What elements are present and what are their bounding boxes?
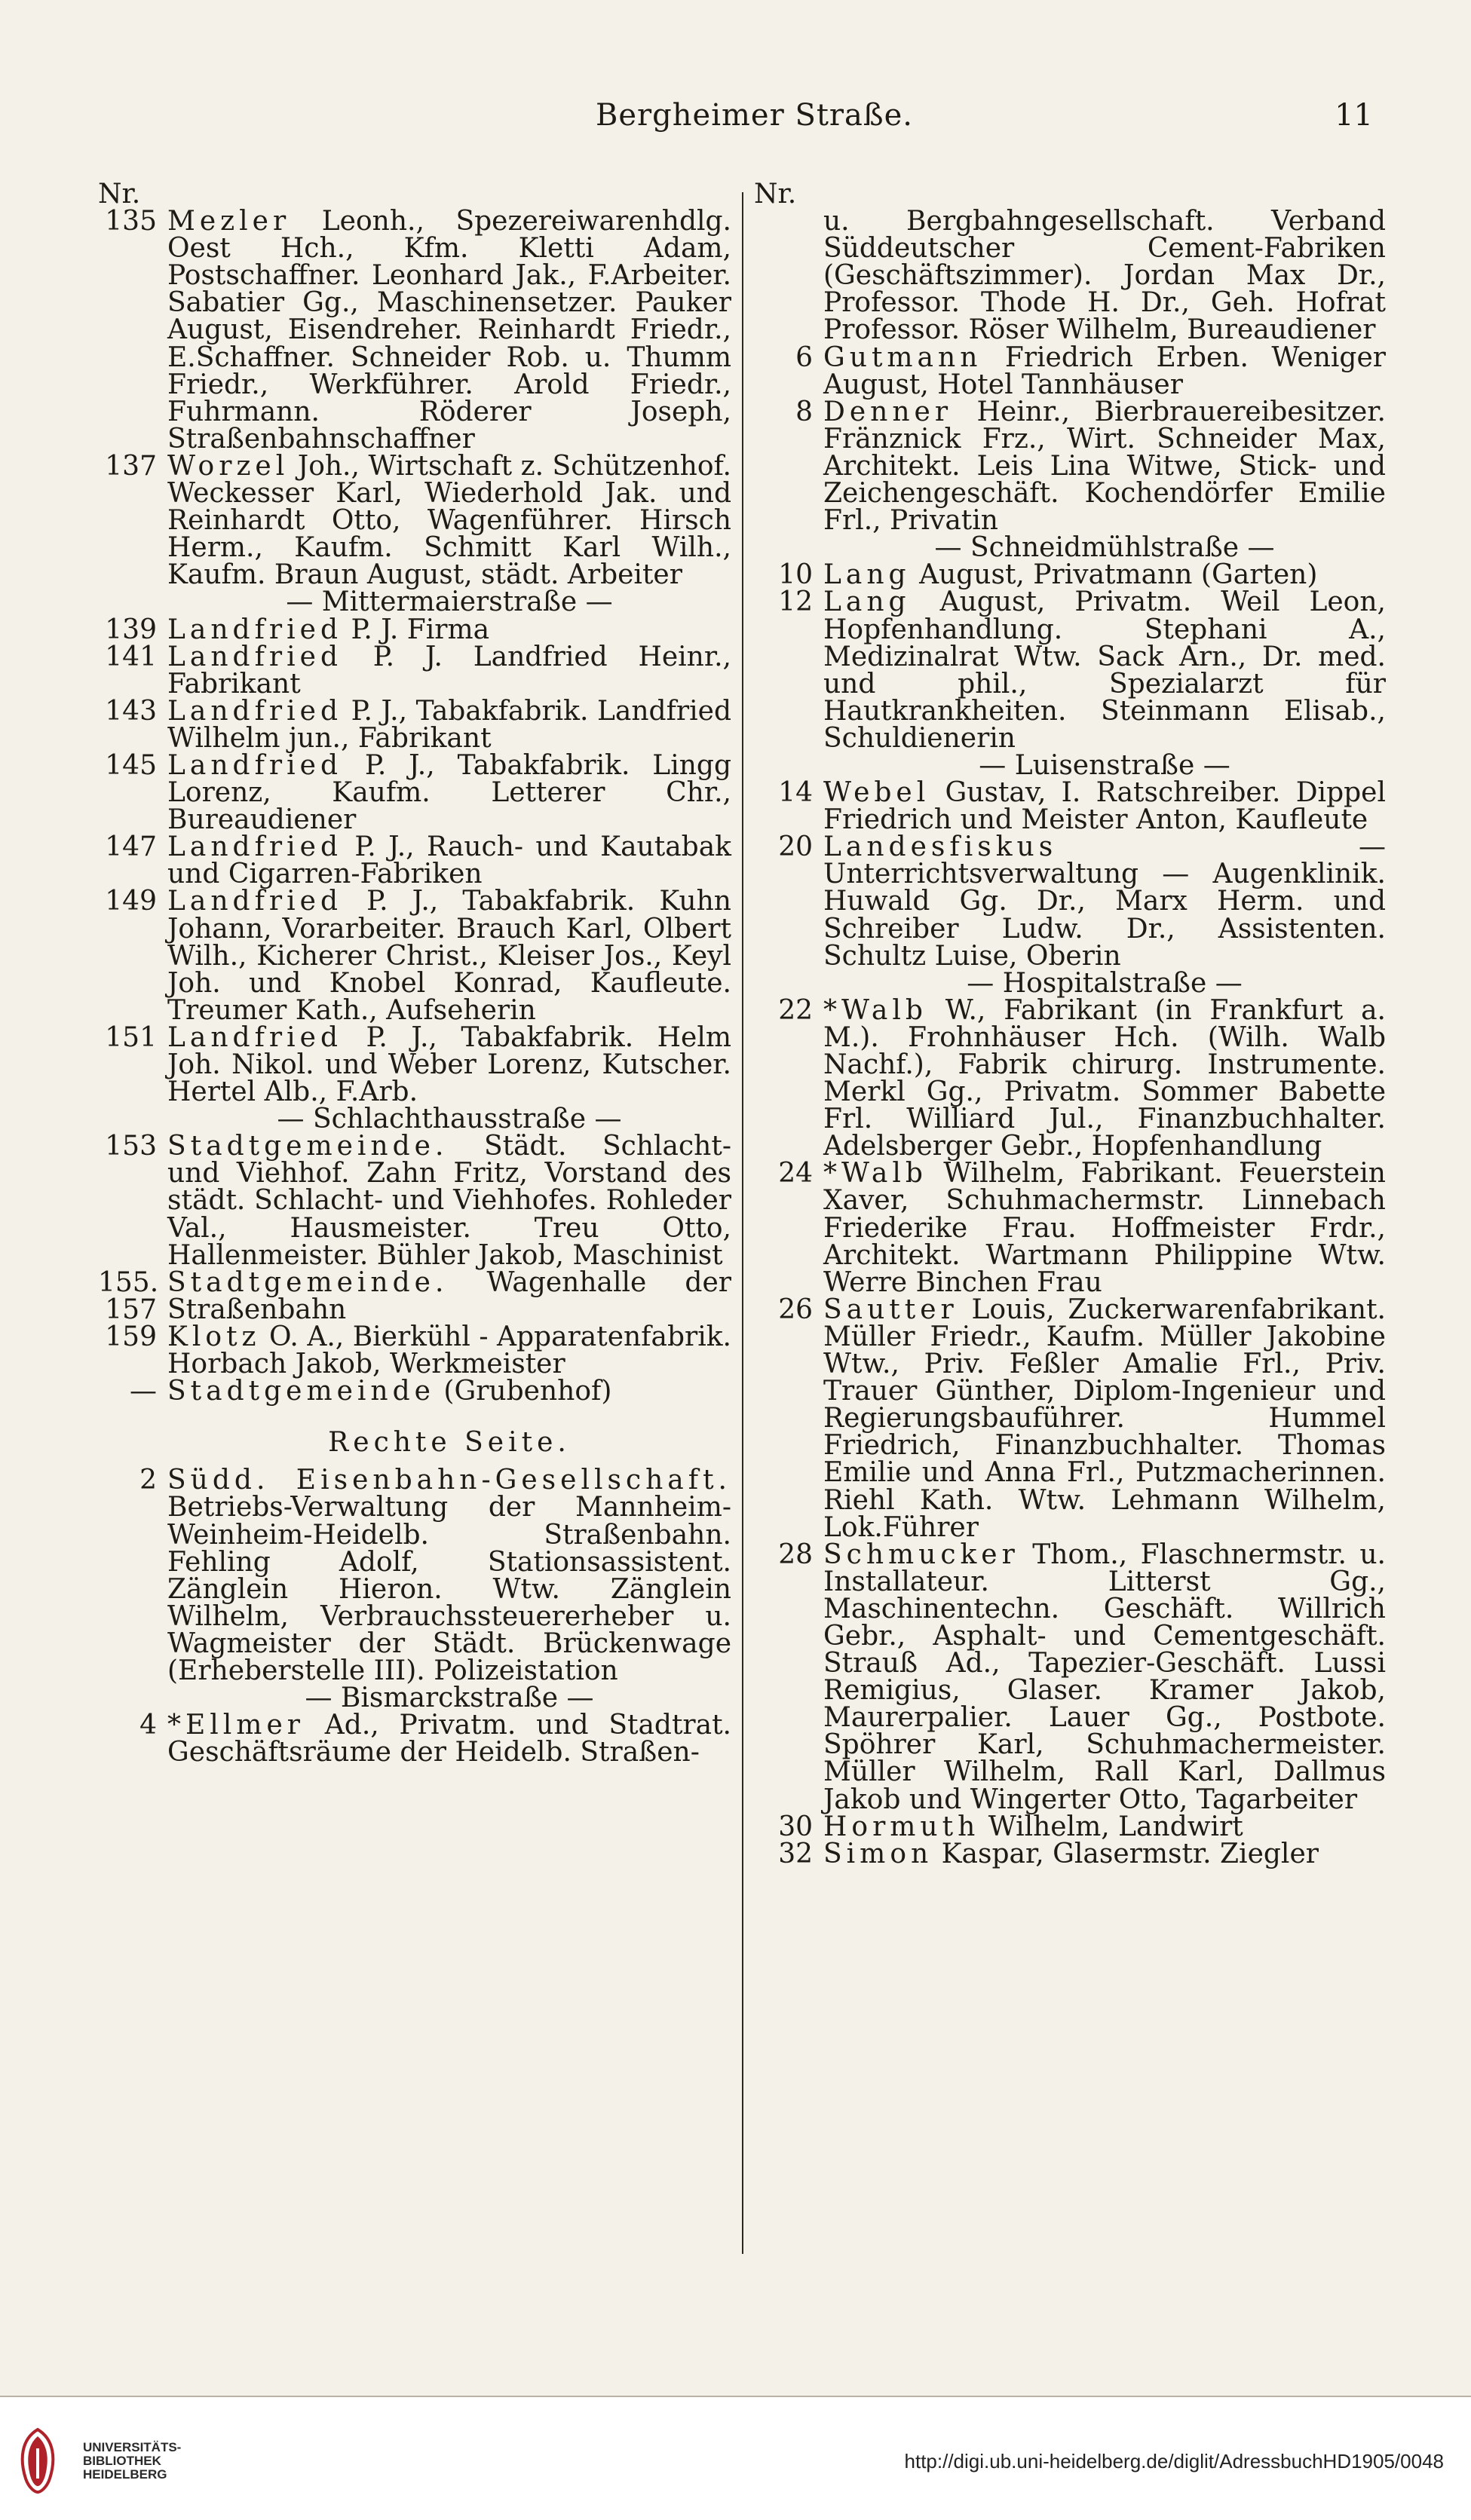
left-column	[98, 181, 731, 1766]
address-entry	[98, 749, 731, 836]
house-number: 10	[778, 559, 813, 591]
library-logo-text	[83, 2441, 181, 2482]
nr-heading: Nr.	[754, 179, 797, 210]
cross-street-heading: — Bismarckstraße —	[305, 1683, 594, 1714]
cross-street-heading: — Hospitalstraße —	[967, 967, 1243, 999]
house-number: 6	[795, 341, 813, 373]
house-number: 159	[105, 1321, 157, 1352]
address-entry	[98, 888, 731, 1024]
logo-text-line: UNIVERSITÄTS-	[83, 2440, 182, 2454]
address-entry	[754, 1811, 1386, 1842]
right-column	[754, 181, 1386, 1868]
owner-name: Landfried	[167, 695, 342, 727]
house-number: 141	[105, 641, 157, 672]
house-number: —	[130, 1376, 157, 1407]
owner-name: Sautter	[823, 1294, 958, 1325]
address-entry	[98, 450, 732, 591]
owner-name: Webel	[823, 777, 930, 809]
footer	[0, 2397, 1471, 2520]
owner-name: *Walb	[823, 994, 927, 1026]
address-entry	[98, 1712, 731, 1766]
owner-name: Mezler	[167, 206, 291, 237]
residents-text: Thom., Flaschnermstr. u. Installateur. Litterst Gg., Maschinentechn. Geschäft. Willrich Gebr., Asphalt- und Cementgeschäft. Strauß Ad., Tapezier-Geschäft. Lussi Remigius, Glaser. Kramer Jakob, Maurerpalier. Lauer Gg., Postbote. Spöhrer Karl, Schuhmachermeister. Müller Wilhelm, Rall Karl, Dallmus Jakob und Wingerter Otto, Tagarbeiter	[823, 1539, 1386, 1815]
residents-text: u. Bergbahngesellschaft. Verband Süddeutscher Cement-Fabriken (Geschäftszimmer). Jordan Max Dr., Professor. Thode H. Dr., Geh. Hofrat Professor. Röser Wilhelm, Bureaudiener	[823, 206, 1386, 346]
owner-name: Gutmann	[823, 341, 982, 373]
house-number: 30	[778, 1811, 813, 1842]
house-number: 24	[778, 1158, 813, 1190]
address-entry	[754, 994, 1386, 1162]
owner-name: Landfried	[167, 831, 342, 863]
page-number: 11	[1335, 98, 1373, 133]
owner-name: Landfried	[167, 614, 342, 645]
residents-text: W., Fabrikant (in Frankfurt a. M.). Frohnhäuser Hch. (Wilh. Walb Nachf.), Fabrik chirurg. Instrumente. Merkl Gg., Privatm. Sommer Babette Frl. Williard Jul., Finanzbuchhalter. Adelsberger Gebr., Hopfenhandlung	[823, 994, 1386, 1162]
logo-text-line: HEIDELBERG	[83, 2467, 167, 2482]
library-logo-icon[interactable]	[15, 2426, 60, 2494]
owner-name: Worzel	[167, 450, 290, 482]
house-number: 12	[778, 586, 813, 618]
owner-name: Simon	[823, 1838, 933, 1869]
owner-name: Landesfiskus	[823, 831, 1058, 863]
owner-name: Schmucker	[823, 1539, 1019, 1570]
house-number: 26	[778, 1294, 813, 1325]
house-number: 2	[139, 1465, 157, 1496]
owner-name: Hormuth	[823, 1811, 980, 1842]
address-entry	[754, 559, 1386, 591]
address-entry	[98, 1133, 731, 1269]
address-entry	[754, 396, 1386, 537]
owner-name: Stadtgemeinde.	[167, 1266, 449, 1298]
residents-text: Betriebs-Verwaltung der Mannheim-Weinheim-Heidelb. Straßenbahn. Fehling Adolf, Stationsassistent. Zänglein Hieron. Wtw. Zänglein Wilhelm, Verbrauchssteuererheber u. Wagmeister der Städt. Brückenwage (Erheberstelle III). Polizeistation	[167, 1492, 731, 1686]
address-entry	[98, 1378, 731, 1405]
cross-street-heading: — Mittermaierstraße —	[286, 586, 613, 618]
cross-street-heading: — Luisenstraße —	[979, 749, 1230, 781]
owner-name: *Walb	[823, 1158, 927, 1190]
address-entry	[754, 208, 1386, 344]
residents-text: P. J., Rauch- und Kautabak und Cigarren-Fabriken	[167, 831, 731, 890]
residents-text: P. J., Tabakfabrik. Kuhn Johann, Vorarbeiter. Brauch Karl, Olbert Wilh., Kicherer Christ., Kleiser Jos., Keyl Joh. und Knobel Konrad, Kaufleute. Treumer Kath., Aufseherin	[167, 886, 731, 1026]
address-entry	[98, 831, 731, 890]
owner-name: Landfried	[167, 1021, 342, 1053]
address-entry	[98, 614, 731, 645]
owner-name: Klotz	[167, 1321, 261, 1352]
address-entry	[754, 779, 1386, 834]
house-number: 22	[778, 994, 813, 1026]
column-divider	[742, 192, 743, 2254]
house-number: 4	[139, 1710, 157, 1741]
cross-street-heading: — Schlachthausstraße —	[277, 1104, 622, 1135]
residents-text: Ad., Privatm. und Stadtrat. Geschäftsräume der Heidelb. Straßen-	[167, 1710, 732, 1768]
address-entry	[754, 586, 1386, 754]
house-number: 155. 157	[98, 1266, 159, 1325]
house-number: 139	[105, 614, 157, 645]
residents-text: August, Privatmann (Garten)	[919, 559, 1318, 591]
address-entry	[754, 1539, 1386, 1815]
house-number: 32	[778, 1838, 813, 1869]
residents-text: Städt. Schlacht- und Viehhof. Zahn Fritz, Vorstand des städt. Schlacht- und Viehhofes. Rohleder Val., Hausmeister. Treu Otto, Hallenmeister. Bühler Jakob, Maschinist	[167, 1131, 731, 1271]
owner-name: Landfried	[167, 641, 342, 672]
residents-text: P. J., Tabakfabrik. Lingg Lorenz, Kaufm. Letterer Chr., Bureaudiener	[167, 749, 731, 836]
house-number: 149	[105, 886, 157, 917]
address-entry	[98, 208, 731, 453]
address-entry	[754, 1294, 1386, 1543]
residents-text: August, Privatm. Weil Leon, Hopfenhandlung. Stephani A., Medizinalrat Wtw. Sack Arn., Dr. med. und phil., Spezialarzt für Hautkrankheiten. Steinmann Elisab., Schuldienerin	[823, 586, 1386, 754]
address-entry	[98, 1021, 731, 1108]
residents-text: Friedrich Erben. Weniger August, Hotel Tannhäuser	[823, 341, 1386, 400]
residents-text: P. J., Tabakfabrik. Landfried Wilhelm jun., Fabrikant	[167, 695, 731, 754]
residents-text: Gustav, I. Ratschreiber. Dippel Friedrich und Meister Anton, Kaufleute	[823, 777, 1386, 836]
logo-text-line: BIBLIOTHEK	[83, 2454, 161, 2468]
residents-text: O. A., Bierkühl - Apparatenfabrik. Horbach Jakob, Werkmeister	[167, 1321, 731, 1380]
residents-text: P. J., Tabakfabrik. Helm Joh. Nikol. und Weber Lorenz, Kutscher. Hertel Alb., F.Arb.	[167, 1021, 731, 1108]
owner-name: Stadtgemeinde.	[167, 1131, 449, 1162]
house-number: 135	[105, 206, 157, 237]
owner-name: Lang	[823, 559, 911, 591]
owner-name: Landfried	[167, 886, 342, 917]
house-number: 137	[105, 450, 157, 482]
owner-name: Lang	[823, 586, 911, 618]
owner-name: Stadtgemeinde	[167, 1376, 435, 1407]
owner-name: Denner	[823, 396, 953, 427]
page-header	[136, 98, 1373, 143]
residents-text: P. J. Landfried Heinr., Fabrikant	[167, 641, 731, 700]
residents-text: Wilhelm, Landwirt	[988, 1811, 1243, 1842]
house-number: 20	[778, 831, 813, 863]
residents-text: Wagenhalle der Straßenbahn	[167, 1266, 731, 1325]
house-number: 143	[105, 695, 157, 727]
house-number: 151	[105, 1021, 157, 1053]
source-url-link[interactable]: http://digi.ub.uni-heidelberg.de/diglit/AdressbuchHD1905/0048	[904, 2450, 1444, 2473]
address-entry	[98, 1467, 731, 1685]
house-number: 153	[105, 1131, 157, 1162]
address-entry	[98, 1266, 731, 1325]
address-entry	[98, 695, 731, 754]
residents-text: Leonh., Spezereiwarenhdlg. Oest Hch., Kfm. Kletti Adam, Postschaffner. Leonhard Jak., F.Arbeiter. Sabatier Gg., Maschinensetzer. Pauker August, Eisendreher. Reinhardt Friedr., E.Schaffner. Schneider Rob. u. Thumm Friedr., Werkführer. Arold Friedr., Fuhrmann. Röderer Joseph, Straßenbahnschaffner	[167, 206, 731, 455]
residents-text: Wilhelm, Fabrikant. Feuerstein Xaver, Schuhmachermstr. Linnebach Friederike Frau. Hoffmeister Frdr., Architekt. Wartmann Philippine Wtw. Werre Binchen Frau	[823, 1158, 1386, 1298]
residents-text: Heinr., Bierbrauereibesitzer. Fränznick Frz., Wirt. Schneider Max, Architekt. Leis Lina Witwe, Stick- und Zeichengeschäft. Kochendörfer Emilie Frl., Privatin	[823, 396, 1386, 537]
house-number: 145	[105, 749, 157, 781]
address-entry	[98, 1321, 731, 1380]
address-entry	[98, 641, 731, 700]
house-number: 8	[795, 396, 813, 427]
house-number: 28	[778, 1539, 813, 1570]
house-number: 147	[105, 831, 157, 863]
residents-text: Joh., Wirtschaft z. Schützenhof. Weckesser Karl, Wiederhold Jak. und Reinhardt Otto, Wagenführer. Hirsch Herm., Kaufm. Schmitt Karl Wilh., Kaufm. Braun August, städt. Arbeiter	[167, 450, 732, 591]
residents-text: (Grubenhof)	[443, 1376, 612, 1407]
residents-text: P. J. Firma	[351, 614, 490, 645]
owner-name: Landfried	[167, 749, 342, 781]
address-entry	[754, 1838, 1386, 1869]
nr-heading: Nr.	[98, 179, 141, 210]
address-entry	[754, 831, 1386, 972]
section-heading: Rechte Seite.	[328, 1427, 571, 1459]
house-number: 14	[778, 777, 813, 809]
owner-name: Südd. Eisenbahn-Gesellschaft.	[167, 1465, 731, 1496]
cross-street-heading: — Schneidmühlstraße —	[934, 532, 1275, 564]
residents-text: Kaspar, Glasermstr. Ziegler	[941, 1838, 1319, 1869]
residents-text: Louis, Zuckerwarenfabrikant. Müller Friedr., Kaufm. Müller Jakobine Wtw., Priv. Feßler Amalie Frl., Priv. Trauer Günther, Diplom-Ingenieur und Regierungsbauführer. Hummel Friedrich, Finanzbuchhalter. Thomas Emilie und Anna Frl., Putzmacherinnen. Riehl Kath. Wtw. Lehmann Wilhelm, Lok.Führer	[823, 1294, 1386, 1543]
page-title: Bergheimer Straße.	[595, 98, 913, 133]
address-entry	[754, 1160, 1386, 1296]
residents-text: — Unterrichtsverwaltung — Augenklinik. Huwald Gg. Dr., Marx Herm. und Schreiber Ludw. Dr., Assistenten. Schultz Luise, Oberin	[823, 831, 1386, 972]
address-entry	[754, 341, 1386, 400]
owner-name: *Ellmer	[167, 1710, 305, 1741]
